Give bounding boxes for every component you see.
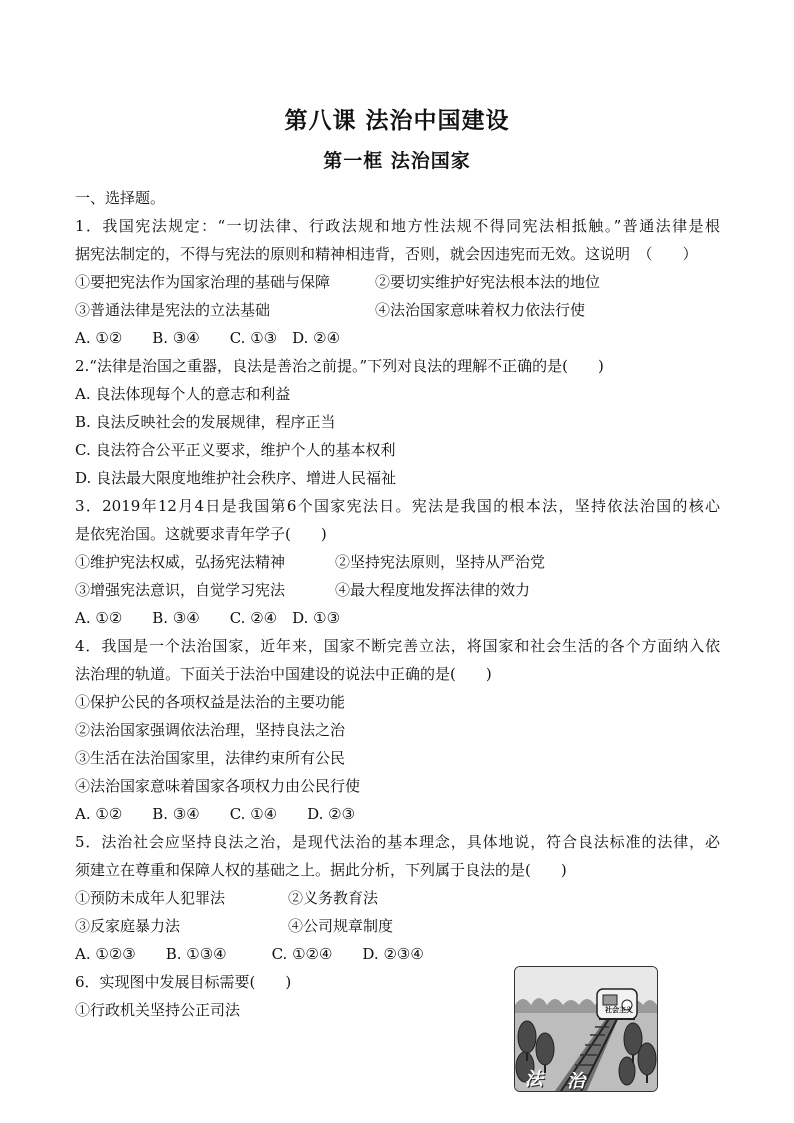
q2-choice-c: C. 良法符合公平正义要求，维护个人的基本权利	[75, 441, 396, 459]
q5-choices: A. ①②③ B. ①③④ C. ①②④ D. ②③④	[75, 945, 424, 963]
q3-option-3: ③增强宪法意识，自觉学习宪法	[75, 581, 286, 599]
q3-option-2: ②坚持宪法原则，坚持从严治党	[335, 553, 546, 571]
q3-choices: A. ①② B. ③④ C. ②④ D. ①③	[75, 609, 341, 627]
q4-option-2: ②法治国家强调依法治理，坚持良法之治	[75, 721, 346, 739]
road-label-2: 治	[567, 1071, 585, 1092]
q2-choice-d: D. 良法最大限度地维护社会秩序、增进人民福祉	[75, 469, 397, 487]
q3-stem-line2: 是依宪治国。这就要求青年学子( )	[75, 525, 327, 543]
q1-option-3: ③普通法律是宪法的立法基础	[75, 301, 271, 319]
q2-choice-a: A. 良法体现每个人的意志和利益	[75, 385, 291, 403]
q2-choice-b: B. 良法反映社会的发展规律，程序正当	[75, 413, 336, 431]
q5-option-2: ②义务教育法	[288, 889, 379, 907]
page-subtitle: 第一框 法治国家	[323, 150, 471, 172]
q1-stem-line2: 据宪法制定的，不得与宪法的原则和精神相违背，否则，就会因违宪而无效。这说明 （ ）	[75, 245, 698, 263]
q5-stem-line1: 5．法治社会应坚持良法之治，是现代法治的基本理念，具体地说，符合良法标准的法律，必	[75, 833, 720, 851]
q3-option-4: ④最大程度地发挥法律的效力	[335, 581, 531, 599]
q2-stem: 2.“法律是治国之重器，良法是善治之前提。”下列对良法的理解不正确的是( )	[75, 357, 604, 375]
q5-option-3: ③反家庭暴力法	[75, 917, 181, 935]
section-heading: 一、选择题。	[75, 189, 166, 207]
q4-option-1: ①保护公民的各项权益是法治的主要功能	[75, 693, 346, 711]
q4-stem-line2: 法治理的轨道。下面关于法治中国建设的说法中正确的是( )	[75, 665, 492, 683]
q4-option-4: ④法治国家意味着国家各项权力由公民行使	[75, 777, 361, 795]
q4-option-3: ③生活在法治国家里，法律约束所有公民	[75, 749, 346, 767]
q1-stem-line1: 1．我国宪法规定：“一切法律、行政法规和地方性法规不得同宪法相抵触。”普通法律是根	[75, 217, 720, 235]
road-label-1: 法	[525, 1069, 543, 1090]
train-label: 社会主义	[605, 1006, 633, 1014]
q4-choices: A. ①② B. ③④ C. ①④ D. ②③	[75, 805, 356, 823]
q3-option-1: ①维护宪法权威，弘扬宪法精神	[75, 553, 286, 571]
q5-stem-line2: 须建立在尊重和保障人权的基础之上。据此分析，下列属于良法的是( )	[75, 861, 567, 879]
page-title: 第八课 法治中国建设	[284, 107, 510, 134]
q5-option-4: ④公司规章制度	[288, 917, 394, 935]
q6-stem: 6．实现图中发展目标需要( )	[75, 973, 292, 991]
q1-choices: A. ①② B. ③④ C. ①③ D. ②④	[75, 329, 341, 347]
q1-option-1: ①要把宪法作为国家治理的基础与保障	[75, 273, 331, 291]
q3-stem-line1: 3．2019年12月4日是我国第6个国家宪法日。宪法是我国的根本法，坚持依法治国的核心	[75, 497, 720, 515]
q4-stem-line1: 4．我国是一个法治国家，近年来，国家不断完善立法，将国家和社会生活的各个方面纳入依	[75, 637, 720, 655]
q5-option-1: ①预防未成年人犯罪法	[75, 889, 226, 907]
rule-of-law-cartoon	[514, 966, 658, 1092]
q1-option-4: ④法治国家意味着权力依法行使	[375, 301, 586, 319]
q6-option-1: ①行政机关坚持公正司法	[75, 1001, 241, 1019]
q1-option-2: ②要切实维护好宪法根本法的地位	[375, 273, 601, 291]
